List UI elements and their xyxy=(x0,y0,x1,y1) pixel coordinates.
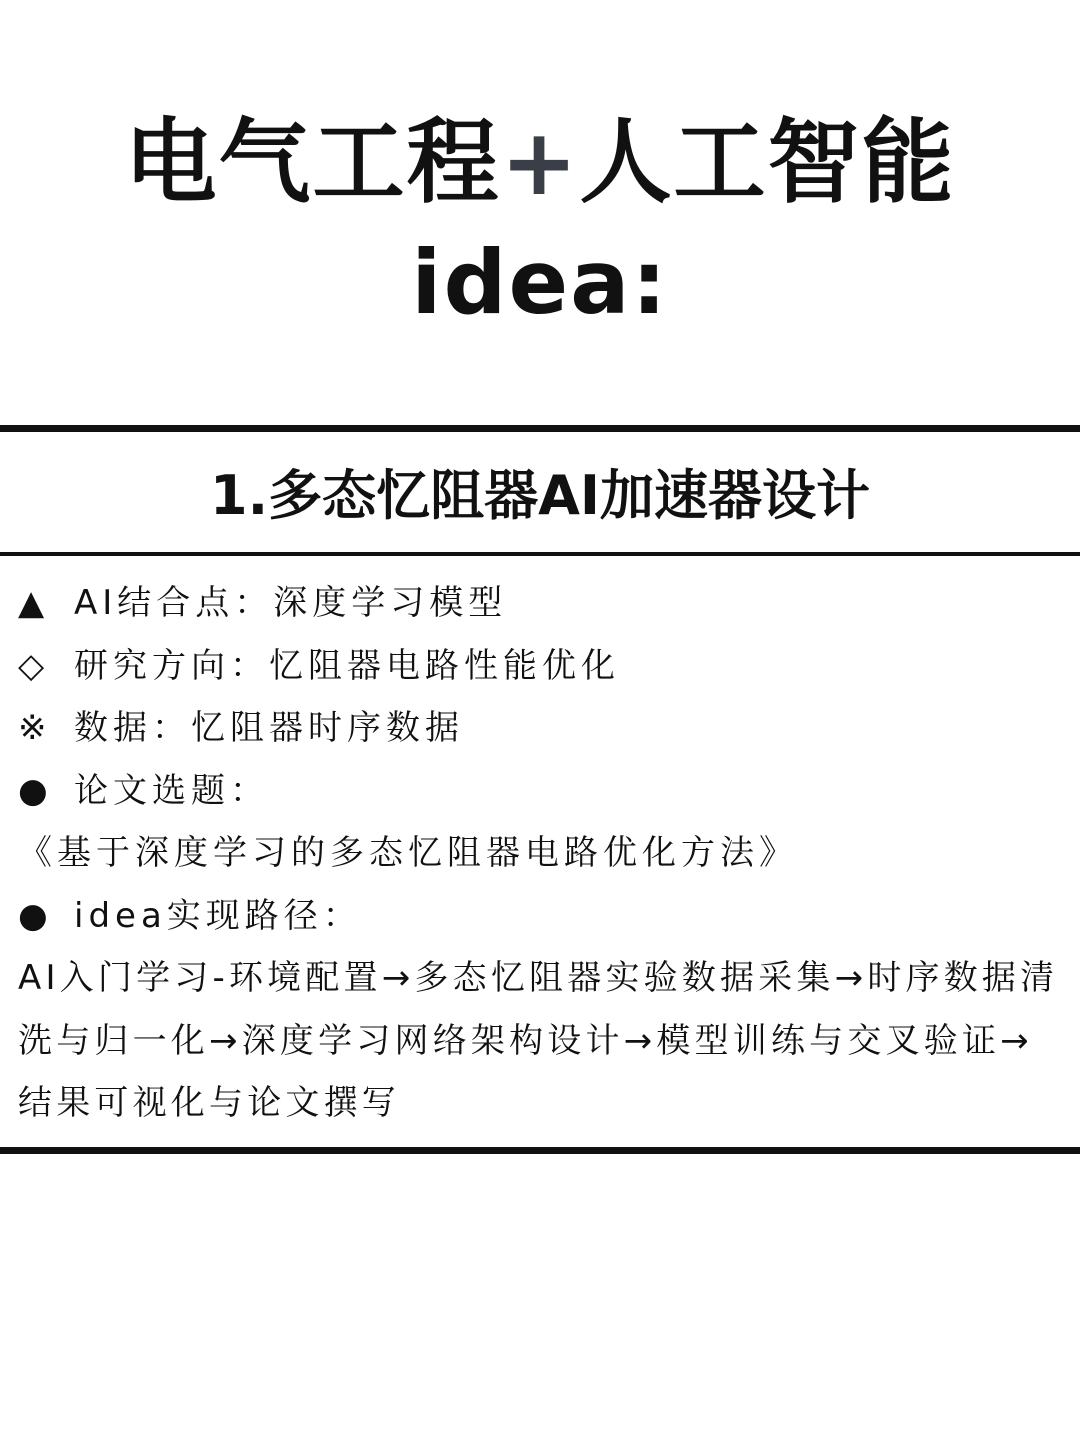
page-title xyxy=(0,108,1080,218)
list-item-paper-topic xyxy=(18,760,1068,823)
title-plus-sign: + xyxy=(500,109,580,216)
list-item-text: 论文选题： xyxy=(74,770,269,811)
section-heading: 1.多态忆阻器AI加速器设计 xyxy=(210,464,870,527)
circle-bullet-icon: ● xyxy=(18,895,48,936)
page-header xyxy=(0,0,1080,420)
page-subtitle: idea: xyxy=(411,231,669,334)
list-item-research-direction xyxy=(18,635,1068,698)
top-divider xyxy=(0,425,1080,432)
implementation-path-description: AI入门学习-环境配置→多态忆阻器实验数据采集→时序数据清洗与归一化→深度学习网络架构设计→模型训练与交叉验证→结果可视化与论文撰写 xyxy=(18,958,1059,1123)
middle-divider xyxy=(0,552,1080,556)
list-item-text: 数据：忆阻器时序数据 xyxy=(74,708,464,748)
list-item-text: 研究方向：忆阻器电路性能优化 xyxy=(74,645,620,686)
list-item-text: idea实现路径： xyxy=(74,895,362,936)
title-part-electrical: 电气工程 xyxy=(124,109,501,216)
title-part-ai: 人工智能 xyxy=(579,109,956,216)
content-body xyxy=(18,572,1068,1135)
bottom-divider xyxy=(0,1147,1080,1154)
list-item-data xyxy=(18,697,1068,760)
list-item-text: AI结合点：深度学习模型 xyxy=(74,583,508,623)
list-item-implementation-path xyxy=(18,885,1068,948)
circle-bullet-icon: ● xyxy=(18,770,48,811)
diamond-bullet-icon: ◇ xyxy=(18,645,45,686)
list-item-ai-combination xyxy=(18,572,1068,635)
reference-mark-bullet-icon: ※ xyxy=(18,708,47,748)
paper-title: 《基于深度学习的多态忆阻器电路优化方法》 xyxy=(18,833,798,873)
triangle-bullet-icon: ▲ xyxy=(18,583,45,623)
